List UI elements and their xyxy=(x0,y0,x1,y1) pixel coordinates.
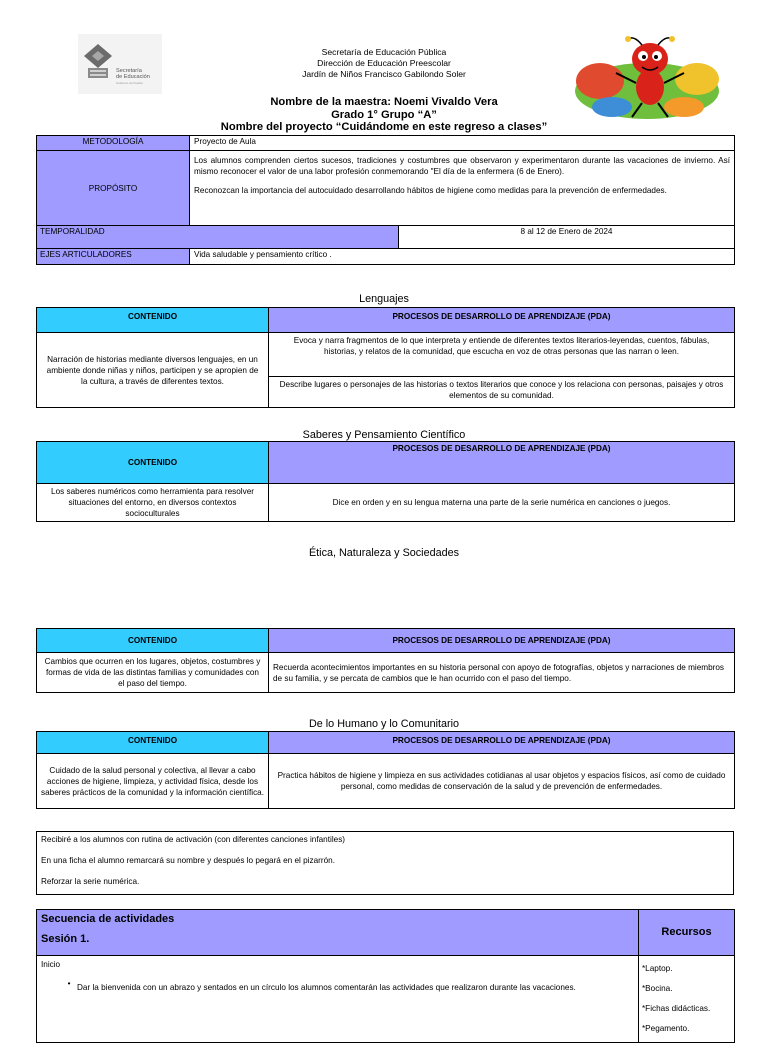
ejes-value: Vida saludable y pensamiento crítico . xyxy=(190,249,735,265)
recurso-item: *Bocina. xyxy=(642,984,673,993)
lenguajes-table xyxy=(36,307,735,408)
humano-pda: Practica hábitos de higiene y limpieza en sus actividades cotidianas al usar objetos y espacios físicos, así como de cuidado personal, como medidas de conservación de la salud y de prevención de enfermedades. xyxy=(269,754,735,809)
session-title: Sesión 1. xyxy=(41,933,90,945)
saberes-pda: Dice en orden y en su lengua materna una parte de la serie numérica en canciones o juegos. xyxy=(269,484,735,522)
bullet-dot-icon: • xyxy=(67,979,71,988)
teacher-name: Nombre de la maestra: Noemi Vivaldo Vera xyxy=(270,96,498,108)
recursos-list xyxy=(639,956,735,1043)
proposito-paragraph-1: Los alumnos comprenden ciertos sucesos, tradiciones y costumbres que observaron y experimentaron durante las vacaciones de invierno. Así mismo reconocer el valor de una labor profesión conmemorando "El día de la enfermera (6 de Enero). xyxy=(194,156,730,176)
section-title-saberes: Saberes y Pensamiento Científico xyxy=(302,429,466,441)
etica-pda: Recuerda acontecimientos importantes en su historia personal con apoyo de fotografías, objetos y narraciones de miembros de su familia, y se percata de cambios que le han ocurrido con el paso del tiempo. xyxy=(269,653,735,693)
temporalidad-value: 8 al 12 de Enero de 2024 xyxy=(399,226,735,249)
lenguajes-contenido: Narración de historias mediante diversos lenguajes, en un ambiente donde niñas y niños, participen y se apropien de la cultura, a través de diferentes textos. xyxy=(37,333,269,408)
activity-text: Dar la bienvenida con un abrazo y sentados en un círculo los alumnos comentarán las actividades que realizaron durante las vacaciones. xyxy=(77,983,576,992)
proposito-value xyxy=(190,151,735,226)
header-titles xyxy=(0,96,768,134)
note-1: Recibiré a los alumnos con rutina de activación (con diferentes canciones infantiles) xyxy=(41,835,346,844)
lenguajes-contenido-header: CONTENIDO xyxy=(37,308,269,333)
inicio-label: Inicio xyxy=(41,960,61,969)
saberes-table xyxy=(36,441,735,522)
header-institution: Secretaría de Educación Pública Dirección de Educación Preescolar Jardín de Niños Francisco Gabilondo Soler xyxy=(302,47,466,79)
proposito-label: PROPÓSITO xyxy=(37,151,190,226)
project-info-table xyxy=(36,135,735,265)
etica-contenido-header: CONTENIDO xyxy=(37,629,269,653)
proposito-paragraph-2: Reconozcan la importancia del autocuidado desarrollando hábitos de higiene como medidas para la prevención de enfermedades. xyxy=(194,186,667,195)
lenguajes-pda-2: Describe lugares o personajes de las historias o textos literarios que conoce y los relaciona con personas, paisajes y otros elementos de su comunidad. xyxy=(269,377,735,408)
secuencia-header xyxy=(37,910,639,956)
secuencia-body xyxy=(37,956,639,1043)
secuencia-title: Secuencia de actividades xyxy=(41,913,175,925)
recurso-item: *Pegamento. xyxy=(642,1024,690,1033)
section-title-lenguajes: Lenguajes xyxy=(359,293,409,305)
metodologia-value: Proyecto de Aula xyxy=(190,136,735,151)
note-2: En una ficha el alumno remarcará su nombre y después lo pegará en el pizarrón. xyxy=(41,856,336,865)
secuencia-table xyxy=(36,909,735,1043)
etica-pda-header: PROCESOS DE DESARROLLO DE APRENDIZAJE (PDA) xyxy=(269,629,735,653)
temporalidad-label: TEMPORALIDAD xyxy=(37,226,399,249)
saberes-contenido-header: CONTENIDO xyxy=(37,442,269,484)
recurso-item: *Laptop. xyxy=(642,964,673,973)
lenguajes-pda-header: PROCESOS DE DESARROLLO DE APRENDIZAJE (PDA) xyxy=(269,308,735,333)
lenguajes-pda-1: Evoca y narra fragmentos de lo que interpreta y entiende de diferentes textos literarios-leyendas, cuentos, fábulas, historias, y relatos de la comunidad, que escucha en voz de otras personas que las narran o leen. xyxy=(269,333,735,377)
humano-table xyxy=(36,731,735,809)
section-title-etica: Ética, Naturaleza y Sociedades xyxy=(308,547,460,559)
humano-contenido: Cuidado de la salud personal y colectiva, al llevar a cabo acciones de higiene, limpieza, y actividad física, desde los saberes prácticos de la comunidad y la información científica. xyxy=(37,754,269,809)
etica-contenido: Cambios que ocurren en los lugares, objetos, costumbres y formas de vida de las distintas familias y comunidades con el paso del tiempo. xyxy=(37,653,269,693)
note-3: Reforzar la serie numérica. xyxy=(41,877,140,886)
metodologia-label: METODOLOGÍA xyxy=(37,136,190,151)
saberes-pda-header: PROCESOS DE DESARROLLO DE APRENDIZAJE (PDA) xyxy=(269,442,735,484)
etica-table xyxy=(36,628,735,693)
humano-contenido-header: CONTENIDO xyxy=(37,732,269,754)
recursos-header: Recursos xyxy=(639,910,735,956)
recurso-item: *Fichas didácticas. xyxy=(642,1004,711,1013)
ejes-label: EJES ARTICULADORES xyxy=(37,249,190,265)
sep-logo-text: Secretaría de Educación Gobierno de Puebla xyxy=(116,68,150,85)
activation-notes-box xyxy=(36,831,734,895)
saberes-contenido: Los saberes numéricos como herramienta para resolver situaciones del entorno, en diversos contextos socioculturales xyxy=(37,484,269,522)
project-name: Nombre del proyecto “Cuidándome en este regreso a clases” xyxy=(220,121,548,133)
grade-group: Grado 1° Grupo “A” xyxy=(331,108,437,121)
section-title-humano: De lo Humano y lo Comunitario xyxy=(308,718,460,730)
activity-bullet xyxy=(57,978,634,997)
humano-pda-header: PROCESOS DE DESARROLLO DE APRENDIZAJE (PDA) xyxy=(269,732,735,754)
